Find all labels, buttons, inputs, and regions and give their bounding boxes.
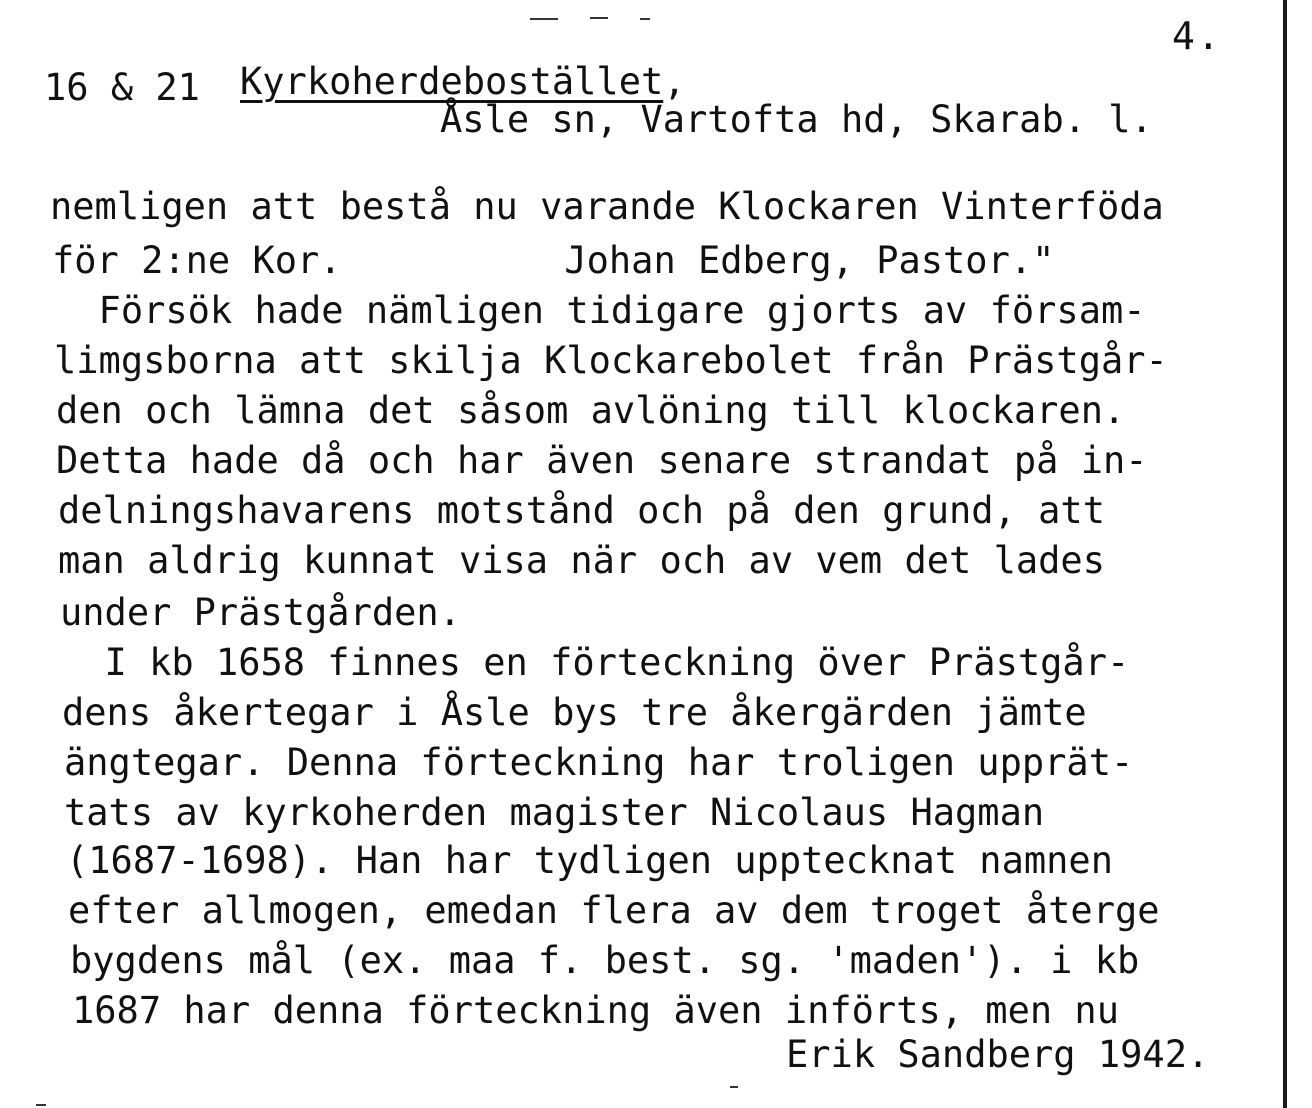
body-line: för 2:ne Kor. Johan Edberg, Pastor." (52, 239, 1055, 282)
body-line: limgsborna att skilja Klockarebolet från Prästgår- (54, 339, 1168, 382)
body-line: nemligen att bestå nu varande Klockaren Vinterföda (50, 185, 1164, 228)
body-line: delningshavarens motstånd och på den grund, att (58, 489, 1105, 532)
body-line: dens åkertegar i Åsle bys tre åkergärden jämte (62, 691, 1087, 734)
body-line: den och lämna det såsom avlöning till klockaren. (56, 389, 1126, 432)
scan-speck (590, 17, 608, 19)
location-line: Åsle sn, Vartofta hd, Skarab. l. (440, 98, 1153, 141)
body-line: 1687 har denna förteckning även införts, men nu (72, 989, 1119, 1032)
body-line: man aldrig kunnat visa när och av vem det lades (58, 539, 1105, 582)
card-edge-line (1283, 0, 1287, 1108)
card-title (240, 60, 686, 103)
reference-numbers: 16 & 21 (44, 66, 200, 109)
scan-speck (530, 18, 558, 20)
signature: Erik Sandberg 1942. (786, 1033, 1210, 1076)
body-line: ängtegar. Denna förteckning har troligen upprät- (64, 741, 1134, 784)
page-number: 4. (1172, 14, 1222, 58)
body-line: bygdens mål (ex. maa f. best. sg. 'maden'). i kb (70, 939, 1140, 982)
card-title-text: Kyrkoherdebostället (240, 60, 664, 103)
scan-speck (36, 1104, 46, 1106)
body-line: I kb 1658 finnes en förteckning över Prästgår- (60, 641, 1130, 684)
body-line: Detta hade då och har även senare strandat på in- (56, 439, 1148, 482)
body-line: Försök hade nämligen tidigare gjorts av försam- (54, 289, 1146, 332)
body-line: under Prästgården. (60, 591, 461, 634)
body-line: efter allmogen, emedan flera av dem troget återge (68, 889, 1160, 932)
body-line: (1687-1698). Han har tydligen upptecknat namnen (66, 839, 1113, 882)
scan-speck (730, 1086, 738, 1088)
card-title-suffix: , (663, 60, 686, 103)
scan-speck (640, 18, 650, 20)
body-line: tats av kyrkoherden magister Nicolaus Hagman (64, 791, 1045, 834)
